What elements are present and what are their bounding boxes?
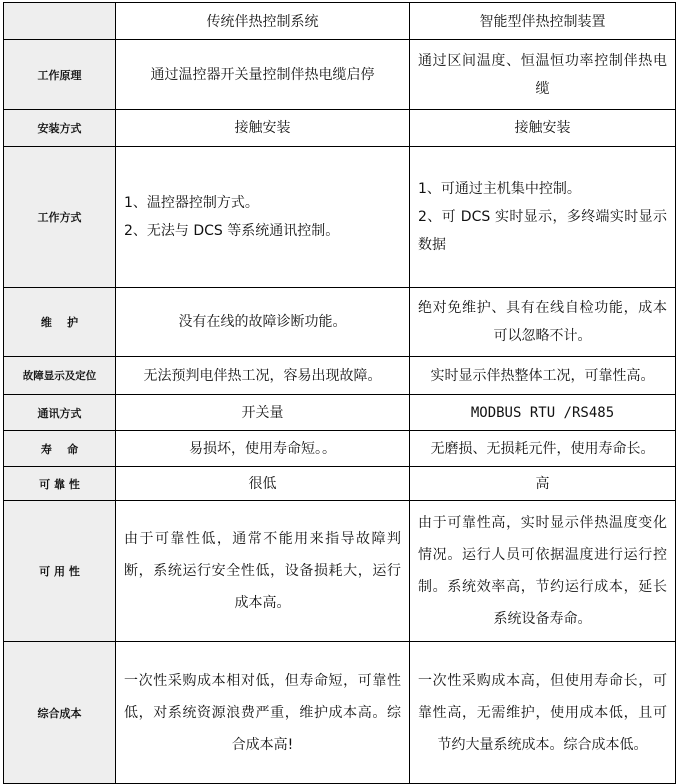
header-corner-cell [4, 3, 116, 40]
table-row [4, 147, 676, 288]
traditional-cell: 很低 [116, 467, 410, 501]
table-row [4, 357, 676, 395]
row-label: 工作方式 [4, 147, 116, 288]
row-label: 安装方式 [4, 110, 116, 147]
smart-cell: 通过区间温度、恒温恒功率控制伴热电缆 [410, 40, 676, 110]
traditional-cell: 易损坏，使用寿命短。。 [116, 431, 410, 467]
header-traditional: 传统伴热控制系统 [116, 3, 410, 40]
row-label: 可 用 性 [4, 501, 116, 642]
traditional-cell: 接触安装 [116, 110, 410, 147]
list-item: 2、无法与 DCS 等系统通讯控制。 [124, 223, 340, 239]
traditional-cell [116, 147, 410, 288]
traditional-cell: 由于可靠性低，通常不能用来指导故障判断，系统运行安全性低，设备损耗大，运行成本高。 [116, 501, 410, 642]
table-row [4, 642, 676, 784]
traditional-cell: 通过温控器开关量控制伴热电缆启停 [116, 40, 410, 110]
row-label: 维 护 [4, 288, 116, 357]
row-label: 综合成本 [4, 642, 116, 784]
smart-cell: 绝对免维护、具有在线自检功能，成本可以忽略不计。 [410, 288, 676, 357]
table-row [4, 501, 676, 642]
header-smart: 智能型伴热控制装置 [410, 3, 676, 40]
comparison-table [3, 2, 676, 784]
smart-cell: 由于可靠性高，实时显示伴热温度变化情况。运行人员可依据温度进行运行控制。系统效率高，节约运行成本，延长系统设备寿命。 [410, 501, 676, 642]
traditional-cell: 没有在线的故障诊断功能。 [116, 288, 410, 357]
traditional-cell: 无法预判电伴热工况，容易出现故障。 [116, 357, 410, 395]
row-label: 故障显示及定位 [4, 357, 116, 395]
smart-cell [410, 147, 676, 288]
traditional-cell: 开关量 [116, 395, 410, 431]
row-label: 通讯方式 [4, 395, 116, 431]
table-row [4, 40, 676, 110]
table-row [4, 288, 676, 357]
table-header-row [4, 3, 676, 40]
list-item: 2、可 DCS 实时显示，多终端实时显示数据 [418, 209, 667, 253]
smart-cell: 一次性采购成本高，但使用寿命长，可靠性高，无需维护，使用成本低，且可节约大量系统成本。综合成本低。 [410, 642, 676, 784]
traditional-cell: 一次性采购成本相对低，但寿命短，可靠性低，对系统资源浪费严重，维护成本高。综合成本高! [116, 642, 410, 784]
table-row [4, 467, 676, 501]
smart-cell: 无磨损、无损耗元件，使用寿命长。 [410, 431, 676, 467]
table-row [4, 395, 676, 431]
row-label: 工作原理 [4, 40, 116, 110]
row-label: 寿 命 [4, 431, 116, 467]
table-row [4, 110, 676, 147]
table-row [4, 431, 676, 467]
smart-cell: 接触安装 [410, 110, 676, 147]
list-item: 1、温控器控制方式。 [124, 195, 259, 211]
list-item: 1、可通过主机集中控制。 [418, 181, 581, 197]
row-label: 可 靠 性 [4, 467, 116, 501]
smart-cell: MODBUS RTU /RS485 [410, 395, 676, 431]
smart-cell: 高 [410, 467, 676, 501]
smart-cell: 实时显示伴热整体工况，可靠性高。 [410, 357, 676, 395]
